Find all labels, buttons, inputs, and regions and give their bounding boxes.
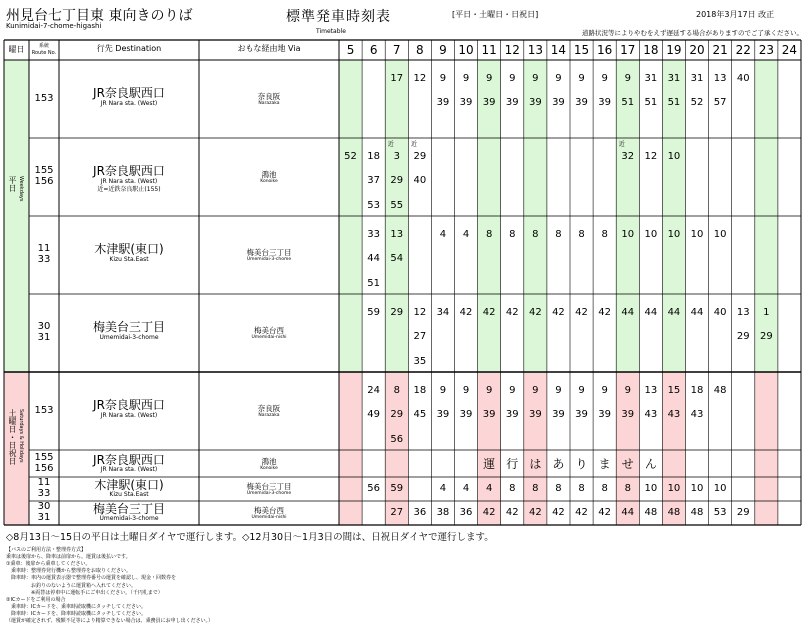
- departure-minute: 9: [462, 73, 470, 84]
- usage-note-line: 降車時：ICカードを、降車時読取機にタッチしてください。: [6, 610, 146, 617]
- destination-name-en: Umemidai-3-chome: [99, 334, 159, 341]
- departure-minute: 48: [667, 507, 681, 518]
- departure-minute: 39: [598, 409, 612, 421]
- departure-minute: 42: [598, 307, 612, 318]
- destination-column-header: 行先 Destination: [96, 44, 162, 53]
- departure-minute: 48: [690, 507, 704, 518]
- via-stop-en: Narazaka: [258, 101, 280, 106]
- via-stop: 鴻池: [261, 456, 277, 466]
- departure-minute: 51: [367, 277, 381, 289]
- departure-minute: 8: [601, 229, 608, 240]
- via-column-header: おもな経由地 Via: [237, 44, 301, 53]
- departure-minute: 9: [532, 73, 539, 84]
- via-stop: 奈良阪: [257, 404, 281, 413]
- departure-minute: 8: [509, 229, 516, 240]
- departure-minute: 44: [667, 307, 681, 318]
- departure-minute: 39: [598, 97, 612, 109]
- departure-minute: 42: [598, 507, 612, 518]
- departure-minute: 8: [509, 483, 516, 494]
- departure-minute: 4: [485, 483, 493, 494]
- departure-minute: 42: [482, 507, 496, 518]
- via-stop: 奈良阪: [257, 92, 281, 101]
- destination-name: JR奈良駅西口: [93, 164, 165, 178]
- departure-minute: 35: [413, 355, 427, 367]
- via-stop-en: Umemidai-nishi: [251, 515, 287, 520]
- departure-minute: 8: [578, 483, 585, 494]
- departure-minute: 29: [390, 175, 404, 187]
- departure-minute: 42: [505, 507, 519, 518]
- departure-minute: 9: [485, 385, 493, 396]
- route-number: 156: [34, 176, 54, 187]
- holiday-schedule-note: ◇8月13日～15日の平日は土曜日ダイヤで運行します。◇12月30日～1月3日の間は、日祝日ダイヤで運行します。: [6, 532, 494, 543]
- departure-minute: 39: [575, 409, 588, 421]
- hour-header-10: 10: [458, 43, 474, 57]
- departure-minute: 18: [690, 385, 704, 396]
- departure-minute: 9: [601, 73, 608, 84]
- departure-minute: 9: [624, 73, 631, 84]
- departure-minute: 39: [505, 97, 519, 109]
- stop-name: 州見台七丁目東 東向きのりば: [6, 8, 193, 24]
- route-column-header-sub: Route No.: [31, 50, 57, 56]
- via-stop: 梅美台西: [254, 326, 284, 335]
- departure-minute: 29: [759, 331, 773, 343]
- departure-minute: 53: [713, 507, 727, 518]
- no-service-text: ま: [598, 457, 611, 471]
- departure-minute: 10: [644, 229, 658, 240]
- no-service-text: 行: [506, 457, 519, 471]
- departure-minute: 43: [690, 409, 704, 421]
- via-stop-en: Konoike: [260, 465, 278, 471]
- hour-header-17: 17: [620, 43, 636, 57]
- usage-note-line: 【バスのご利用方法・整理券方式】: [6, 547, 87, 553]
- departure-minute: 9: [439, 385, 447, 396]
- departure-minute: 42: [459, 307, 473, 318]
- departure-minute: 44: [367, 253, 381, 265]
- departure-minute: 53: [367, 199, 381, 211]
- departure-minute: 8: [532, 229, 539, 240]
- departure-minute: 8: [485, 229, 493, 240]
- hour-header-15: 15: [573, 43, 590, 57]
- route-number: 156: [34, 462, 54, 474]
- departure-minute: 9: [624, 385, 631, 396]
- departure-minute: 51: [667, 97, 681, 109]
- hour-header-9: 9: [439, 43, 447, 57]
- departure-minute: 42: [482, 307, 496, 318]
- usage-note-line: ※両替は停車中に運転手にご申出ください。（千円札まで）: [6, 589, 163, 596]
- departure-minute: 44: [644, 307, 658, 318]
- departure-minute: 10: [621, 229, 635, 240]
- route-number: 155: [34, 165, 54, 176]
- departure-minute: 33: [367, 229, 381, 240]
- departure-minute: 29: [390, 409, 404, 421]
- departure-minute: 39: [459, 409, 473, 421]
- departure-minute: 31: [690, 73, 704, 84]
- departure-minute: 49: [367, 409, 381, 421]
- hour-header-19: 19: [666, 43, 682, 57]
- departure-minute: 12: [413, 73, 427, 84]
- departure-minute: 39: [528, 97, 542, 109]
- departure-minute: 29: [390, 307, 404, 318]
- day-label-fill: [4, 60, 29, 372]
- hour-column-fill: [339, 372, 362, 525]
- route-number: 153: [34, 92, 54, 104]
- destination-name-en: JR Nara sta. (West): [100, 100, 158, 107]
- departure-minute: 39: [552, 97, 565, 109]
- departure-minute: 4: [439, 483, 447, 494]
- departure-minute: 10: [667, 151, 681, 162]
- via-stop-en: Umemidai-3-chome: [246, 491, 292, 496]
- hour-header-16: 16: [597, 43, 613, 57]
- departure-minute: 8: [555, 483, 562, 494]
- departure-minute: 54: [390, 253, 404, 265]
- departure-minute: 34: [436, 307, 450, 318]
- departure-minute: 52: [344, 151, 357, 162]
- via-stop: 鴻池: [261, 170, 277, 179]
- hour-column-fill: [755, 372, 778, 525]
- departure-minute: 27: [390, 507, 404, 518]
- route-number: 33: [37, 488, 51, 499]
- departure-minute: 13: [713, 73, 727, 84]
- hour-header-14: 14: [550, 43, 567, 57]
- hour-header-22: 22: [735, 43, 751, 57]
- departure-minute: 18: [413, 385, 427, 396]
- departure-minute: 10: [713, 229, 727, 240]
- via-stop-en: Umemidai-nishi: [251, 335, 287, 340]
- departure-minute: 45: [413, 409, 427, 421]
- page-subtitle: Timetable: [316, 28, 346, 35]
- departure-minute: 44: [621, 507, 635, 518]
- route-column-header: 系統: [38, 43, 50, 49]
- departure-minute: 9: [462, 385, 470, 396]
- departure-minute: 13: [390, 229, 404, 240]
- departure-minute: 29: [413, 151, 427, 162]
- departure-minute: 39: [482, 97, 496, 109]
- usage-note-line: 降車時：車内の運賃表示器で整理券番号の運賃を確認し、現金・回数券を: [6, 575, 177, 582]
- departure-minute: 44: [690, 307, 704, 318]
- departure-minute: 42: [575, 507, 588, 518]
- route-number: 33: [37, 254, 51, 265]
- departure-minute: 10: [667, 483, 681, 494]
- departure-minute: 43: [644, 409, 658, 421]
- departure-minute: 9: [509, 73, 516, 84]
- destination-note: 近=近鉄奈良駅止(155): [97, 186, 161, 193]
- departure-minute: 9: [555, 385, 562, 396]
- destination-name: JR奈良駅西口: [93, 452, 165, 467]
- route-number: 31: [37, 332, 51, 343]
- no-service-text: り: [575, 457, 588, 471]
- destination-name: JR奈良駅西口: [93, 398, 165, 412]
- departure-minute: 13: [736, 307, 750, 318]
- departure-minute: 9: [578, 385, 585, 396]
- departure-minute: 10: [690, 229, 704, 240]
- departure-minute: 40: [413, 175, 427, 187]
- departure-minute: 9: [439, 73, 447, 84]
- destination-name: 梅美台三丁目: [92, 320, 165, 334]
- destination-name: 木津駅(東口): [94, 242, 164, 256]
- departure-minute: 57: [713, 97, 727, 109]
- hour-header-5: 5: [346, 43, 355, 57]
- departure-minute: 10: [644, 483, 658, 494]
- hour-header-11: 11: [481, 43, 497, 57]
- departure-minute: 59: [390, 483, 404, 494]
- departure-minute: 59: [367, 307, 381, 318]
- usage-note-line: 乗車は後扉から、降車は前扉から。運賃は後払いです。: [6, 554, 131, 561]
- hour-header-21: 21: [712, 43, 728, 57]
- departure-minute: 36: [413, 507, 427, 518]
- hour-header-7: 7: [392, 43, 401, 57]
- departure-minute: 56: [367, 483, 381, 494]
- section-label-en: Saturdays & Holidays: [18, 408, 24, 463]
- usage-note-line: お釣りのないように運賃箱へ入れてください。: [6, 582, 137, 589]
- departure-minute: 42: [552, 507, 565, 518]
- departure-minute: 9: [509, 385, 516, 396]
- departure-minute: 39: [436, 97, 450, 109]
- revision-date: 2018年3月17日 改正: [696, 10, 775, 19]
- destination-name-en: Kizu Sta.East: [109, 256, 149, 263]
- departure-minute: 8: [578, 229, 585, 240]
- destination-name-en: JR Nara sta. (West): [100, 178, 158, 185]
- no-service-text: は: [529, 457, 542, 471]
- departure-minute: 42: [528, 507, 542, 518]
- departure-minute: 15: [667, 385, 681, 396]
- departure-minute: 24: [367, 385, 381, 396]
- departure-minute: 39: [436, 409, 450, 421]
- via-stop-en: Konoike: [260, 179, 278, 184]
- no-service-text: せ: [621, 457, 634, 471]
- hour-header-20: 20: [689, 43, 705, 57]
- day-type-label: [平日・土曜日・日祝日]: [452, 10, 539, 19]
- departure-minute: 32: [621, 151, 635, 162]
- section-label: 土曜日・日祝日: [8, 408, 17, 465]
- section-label-en: Weekdays: [18, 176, 24, 202]
- route-number: 11: [37, 243, 51, 254]
- departure-minute: 9: [555, 73, 562, 84]
- short-turn-mark: 近: [618, 141, 625, 148]
- departure-minute: 40: [713, 307, 727, 318]
- departure-minute: 48: [644, 507, 658, 518]
- departure-minute: 13: [644, 385, 658, 396]
- departure-minute: 37: [367, 175, 381, 187]
- departure-minute: 27: [413, 331, 427, 343]
- departure-minute: 17: [390, 73, 404, 84]
- departure-minute: 39: [528, 409, 542, 421]
- departure-minute: 52: [690, 97, 704, 109]
- usage-note-line: （運賃が確定されず、残額不足等により精算できない場合は、乗務員にお申し出ください。）: [6, 618, 214, 624]
- departure-minute: 55: [390, 199, 404, 211]
- departure-minute: 9: [532, 385, 539, 396]
- via-stop: 梅美台三丁目: [246, 482, 292, 491]
- destination-name: 梅美台三丁目: [92, 502, 165, 516]
- departure-minute: 4: [462, 229, 470, 240]
- hour-header-18: 18: [643, 43, 659, 57]
- departure-minute: 9: [601, 385, 608, 396]
- departure-minute: 29: [736, 507, 750, 518]
- departure-minute: 43: [667, 409, 681, 421]
- departure-minute: 36: [459, 507, 473, 518]
- destination-name-en: Kizu Sta.East: [109, 491, 149, 498]
- destination-name: 木津駅(東口): [94, 478, 164, 492]
- usage-note-line: 乗車時：整理券発行機から整理券をお取りください。: [6, 568, 132, 575]
- departure-minute: 39: [621, 409, 635, 421]
- departure-minute: 8: [624, 483, 631, 494]
- page-title: 標準発車時刻表: [286, 9, 391, 25]
- hour-header-8: 8: [416, 43, 424, 57]
- via-stop: 梅美台西: [254, 506, 284, 515]
- departure-minute: 8: [393, 385, 400, 396]
- usage-note-line: 乗車時：ICカードを、乗車時読取機にタッチしてください。: [6, 603, 146, 610]
- no-service-text: ん: [644, 457, 657, 471]
- short-turn-mark: 近: [387, 141, 394, 148]
- departure-minute: 48: [713, 385, 727, 396]
- departure-minute: 42: [505, 307, 519, 318]
- departure-minute: 39: [552, 409, 565, 421]
- via-stop-en: Umemidai-3-chome: [246, 257, 292, 262]
- hour-header-23: 23: [758, 43, 774, 57]
- short-turn-mark: 近: [410, 141, 417, 148]
- destination-name-en: Umemidai-3-chome: [99, 515, 159, 522]
- departure-minute: 40: [736, 73, 750, 84]
- departure-minute: 12: [413, 307, 427, 318]
- usage-note-line: ①乗車：後扉から乗車してください。: [6, 561, 91, 568]
- departure-minute: 39: [575, 97, 588, 109]
- departure-minute: 12: [644, 151, 658, 162]
- no-service-text: あ: [552, 457, 565, 471]
- departure-minute: 51: [644, 97, 658, 109]
- departure-minute: 29: [736, 331, 750, 343]
- route-number: 155: [34, 451, 54, 463]
- departure-minute: 51: [621, 97, 635, 109]
- departure-minute: 42: [528, 307, 542, 318]
- departure-minute: 10: [713, 483, 727, 494]
- usage-note-line: ②ICカードをご利用の場合: [6, 596, 66, 603]
- departure-minute: 31: [644, 73, 658, 84]
- section-label: 平日: [8, 176, 17, 192]
- delay-notice: 道路状況等によりやむをえず遅延する場合がありますのでご了承ください。: [582, 29, 803, 37]
- route-number: 30: [37, 321, 51, 332]
- destination-name-en: JR Nara sta. (West): [100, 412, 158, 419]
- departure-minute: 9: [485, 73, 493, 84]
- hour-header-13: 13: [527, 43, 543, 57]
- departure-minute: 8: [601, 483, 608, 494]
- destination-name-en: JR Nara sta. (West): [100, 465, 158, 473]
- via-stop-en: Narazaka: [258, 413, 280, 418]
- departure-minute: 39: [505, 409, 519, 421]
- departure-minute: 8: [555, 229, 562, 240]
- departure-minute: 44: [621, 307, 635, 318]
- route-number: 153: [34, 404, 54, 416]
- departure-minute: 3: [393, 151, 400, 162]
- no-service-text: 運: [483, 457, 496, 471]
- departure-minute: 39: [482, 409, 496, 421]
- departure-minute: 39: [459, 97, 473, 109]
- departure-minute: 42: [575, 307, 588, 318]
- hour-header-6: 6: [369, 43, 378, 57]
- departure-minute: 9: [578, 73, 585, 84]
- route-number: 30: [37, 501, 51, 512]
- departure-minute: 10: [667, 229, 681, 240]
- hour-header-12: 12: [504, 43, 520, 57]
- route-number: 31: [37, 512, 51, 523]
- hour-header-24: 24: [781, 43, 798, 57]
- departure-minute: 8: [532, 483, 539, 494]
- departure-minute: 4: [439, 229, 447, 240]
- destination-name: JR奈良駅西口: [93, 86, 165, 100]
- departure-minute: 38: [436, 507, 450, 518]
- departure-minute: 1: [763, 307, 770, 318]
- day-column-header: 曜日: [8, 45, 25, 54]
- departure-minute: 31: [667, 73, 681, 84]
- departure-minute: 4: [462, 483, 470, 494]
- departure-minute: 42: [552, 307, 565, 318]
- stop-roman-name: Kunimidai-7-chome-higashi: [6, 22, 102, 30]
- departure-minute: 10: [690, 483, 704, 494]
- departure-minute: 56: [390, 433, 404, 445]
- departure-minute: 18: [367, 151, 381, 162]
- route-number: 11: [37, 477, 51, 488]
- via-stop: 梅美台三丁目: [246, 248, 292, 257]
